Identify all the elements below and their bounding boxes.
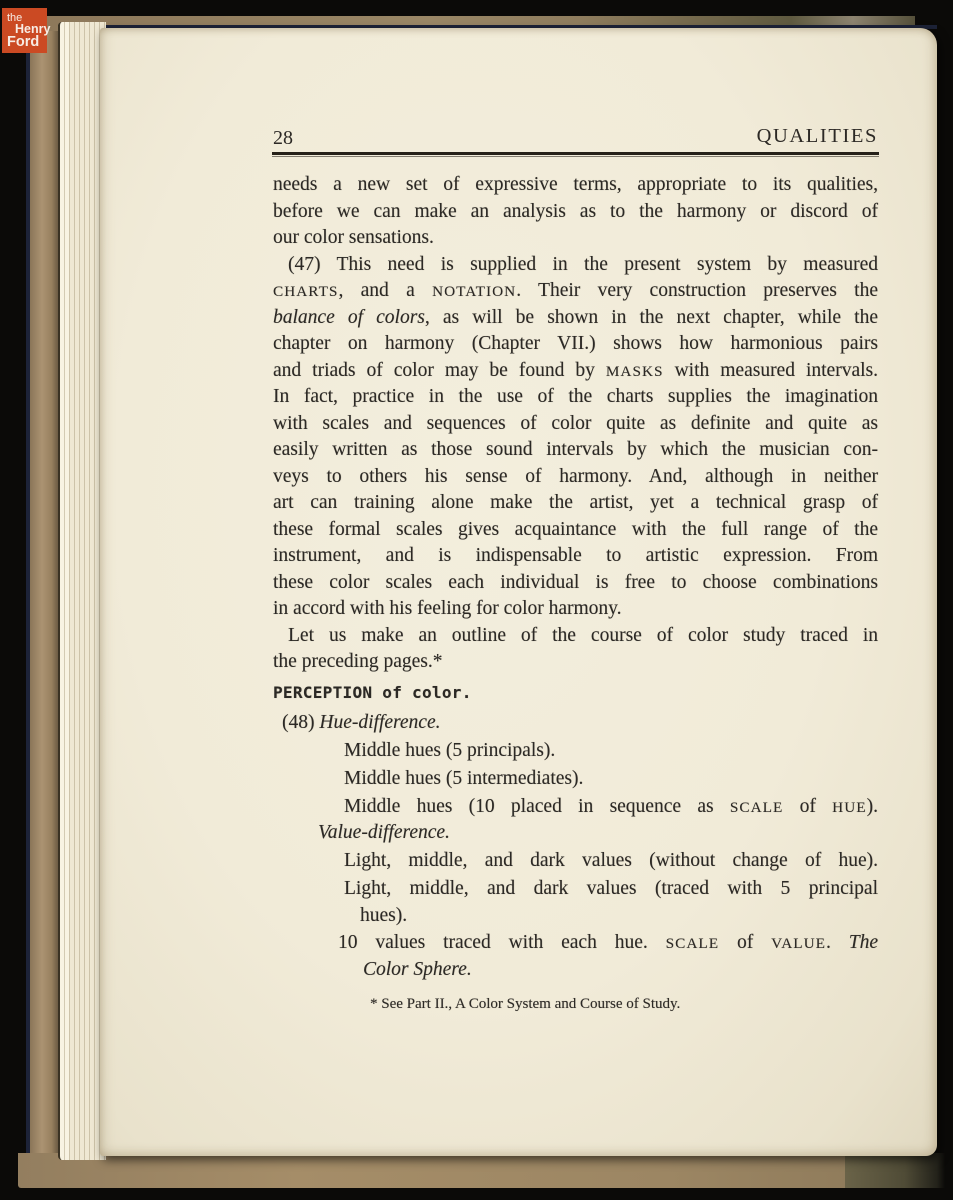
body-text: these formal scales gives acquaintance with the full range of the xyxy=(273,519,878,540)
text-line-27 xyxy=(344,877,878,901)
book-page xyxy=(100,28,937,1156)
body-text: with measured intervals. xyxy=(663,360,878,381)
italic-text: Hue-difference. xyxy=(319,712,441,733)
text-line-1 xyxy=(273,173,878,197)
text-line-16 xyxy=(273,571,878,595)
text-line-6 xyxy=(273,306,878,330)
text-line-26 xyxy=(344,849,878,873)
text-line-14 xyxy=(273,518,878,542)
body-text: the preceding pages.* xyxy=(273,651,443,672)
small-caps-text: SCALE xyxy=(729,799,784,816)
text-line-21 xyxy=(282,711,440,735)
text-line-24 xyxy=(344,795,878,819)
body-text: Middle hues (10 placed in sequence as xyxy=(344,796,730,817)
text-line-31 xyxy=(370,995,680,1014)
text-line-11 xyxy=(273,438,878,462)
body-text: Let us make an outline of the course of color study traced in xyxy=(288,625,878,646)
body-text: art can training alone make the artist, yet a technical grasp of xyxy=(273,492,878,513)
small-caps-text: CHARTS xyxy=(273,283,339,300)
book-cover-bottom xyxy=(18,1153,945,1188)
page-number: 28 xyxy=(273,127,293,149)
body-text: * See Part II., A Color System and Course of Study. xyxy=(370,996,681,1012)
text-line-3 xyxy=(273,226,434,250)
text-line-30 xyxy=(363,958,472,982)
text-line-4 xyxy=(288,253,878,277)
body-text: and triads of color may be found by xyxy=(273,360,606,381)
body-text: of xyxy=(719,932,772,953)
text-line-13 xyxy=(273,491,878,515)
book-cover-corner xyxy=(845,1153,945,1188)
text-line-18 xyxy=(288,624,878,648)
body-text: 10 values traced with each hue. xyxy=(338,932,666,953)
body-text: with scales and sequences of color quite as definite and quite as xyxy=(273,413,878,434)
italic-text: Color Sphere. xyxy=(363,959,472,980)
small-caps-text: SCALE xyxy=(665,935,720,952)
body-text: Light, middle, and dark values (without change of hue). xyxy=(344,850,878,871)
running-title: QUALITIES xyxy=(756,125,878,147)
page-text xyxy=(100,28,937,1156)
text-line-9 xyxy=(273,385,878,409)
body-text: easily written as those sound intervals by which the musician con- xyxy=(273,439,878,460)
body-text: , and a xyxy=(338,280,433,301)
text-line-29 xyxy=(338,931,878,955)
body-text: , as will be shown in the next chapter, while the xyxy=(424,307,878,328)
body-text: In fact, practice in the use of the charts supplies the imagination xyxy=(273,386,878,407)
text-line-2 xyxy=(273,200,878,224)
body-text: Middle hues (5 intermediates). xyxy=(344,768,584,789)
body-text: chapter on harmony (Chapter VII.) shows how harmonious pairs xyxy=(273,333,878,354)
body-text: . xyxy=(826,932,849,953)
body-text: Light, middle, and dark values (traced with 5 principal xyxy=(344,878,878,899)
text-line-19 xyxy=(273,650,442,674)
body-text: needs a new set of expressive terms, appropriate to its qualities, xyxy=(273,174,878,195)
small-caps-text: NOTATION xyxy=(432,283,517,300)
text-line-17 xyxy=(273,597,622,621)
small-caps-text: MASKS xyxy=(605,363,664,380)
body-text: of xyxy=(783,796,833,817)
text-line-28 xyxy=(360,904,407,928)
text-line-22 xyxy=(344,739,555,763)
italic-text: balance of colors xyxy=(273,307,425,328)
body-text: . Their very construction preserves the xyxy=(516,280,879,301)
text-line-23 xyxy=(344,767,583,791)
page-edges-stack xyxy=(58,22,106,1160)
logo-word-ford: Ford xyxy=(7,34,40,50)
henry-ford-logo xyxy=(2,8,51,53)
small-caps-text: VALUE xyxy=(771,935,827,952)
body-text: veys to others his sense of harmony. And, although in neither xyxy=(273,466,878,487)
italic-text: The xyxy=(848,932,879,953)
small-caps-text: HUE xyxy=(832,799,867,816)
text-line-15 xyxy=(273,544,878,568)
logo-word-the: the xyxy=(7,12,23,24)
body-text: hues). xyxy=(360,905,408,926)
text-line-8 xyxy=(273,359,878,383)
body-text: before we can make an analysis as to the harmony or discord of xyxy=(273,201,878,222)
body-text: these color scales each individual is free to choose combinations xyxy=(273,572,878,593)
body-text: instrument, and is indispensable to artistic expression. From xyxy=(273,545,878,566)
logo-word-henry: Henry xyxy=(15,22,51,36)
body-text: our color sensations. xyxy=(273,227,434,248)
body-text: (48) xyxy=(282,712,320,733)
body-text: Middle hues (5 principals). xyxy=(344,740,556,761)
text-line-5 xyxy=(273,279,878,303)
body-text: ). xyxy=(866,796,878,817)
text-line-7 xyxy=(273,332,878,356)
body-text: in accord with his feeling for color harmony. xyxy=(273,598,622,619)
body-text: PERCEPTION of color. xyxy=(273,683,472,702)
text-line-12 xyxy=(273,465,878,489)
text-line-10 xyxy=(273,412,878,436)
body-text: (47) This need is supplied in the present system by measured xyxy=(288,254,878,275)
text-line-20 xyxy=(273,683,472,703)
italic-text: Value-difference. xyxy=(318,822,450,843)
book-cover-left xyxy=(30,16,60,1176)
text-line-25 xyxy=(318,821,450,845)
